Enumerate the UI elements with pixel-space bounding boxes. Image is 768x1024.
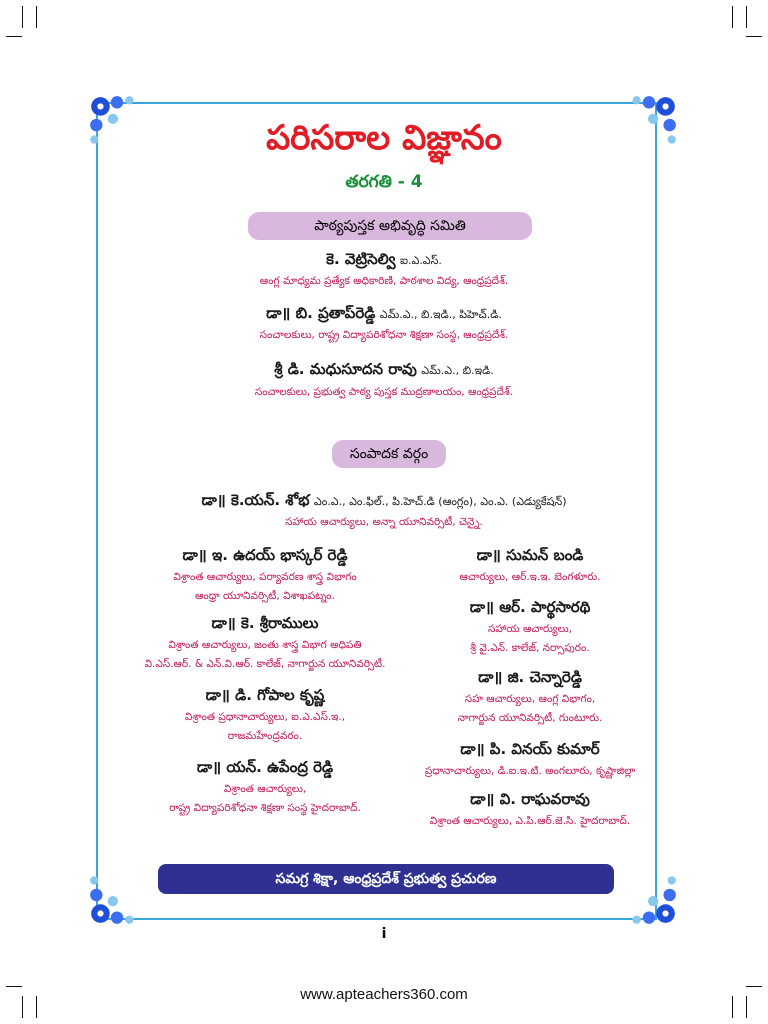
editor-desc: విశ్రాంత ప్రధానాచార్యులు, ఐ.ఎ.ఎస్.ఇ., [184,711,346,723]
editor-desc: రాజమహేంద్రవరం. [227,730,303,742]
book-title: పరిసరాల విజ్ఞానం [266,118,502,158]
committee-member-desc: ఆంగ్ల మాధ్యమ ప్రత్యేక అధికారిణి, పాఠశాల విద్య, ఆంధ్రప్రదేశ్. [259,275,509,287]
chief-editor-name: డా॥ కె.యన్. శోభ ఎం.ఎ., ఎం.ఫిల్., పి.హెచ్.డి (ఆంగ్లం), ఎం.ఎ. (ఎడ్యుకేషన్) [201,491,567,509]
editor-desc: శ్రీ వై.ఎన్. కాలేజ్, నర్సాపురం. [470,642,590,654]
editor-left-3 [120,758,410,818]
website-url: www.apteachers360.com [300,986,468,1003]
editor-left-2 [120,686,410,746]
editor-name: డా॥ జి. చెన్నారెడ్డి [478,668,582,686]
editor-right-3 [400,740,660,781]
editor-left-0 [120,546,410,606]
editor-desc: నాగార్జున యూనివర్సిటీ, గుంటూరు. [457,712,603,724]
editor-right-4 [400,790,660,831]
editor-desc: సహాయ ఆచార్యులు, [488,623,572,635]
editor-name: డా॥ డి. గోపాల కృష్ణ [205,686,325,704]
editor-desc: విశ్రాంత ఆచార్యులు, జంతు శాస్త్ర విభాగ అధిపతి [168,639,362,651]
page-number: i [381,926,387,942]
editor-desc: విశ్రాంత ఆచార్యులు, పర్యావరణ శాస్త్ర విభాగం [173,571,357,583]
editor-name: డా॥ వి. రాఘవరావు [470,790,590,808]
committee-member-desc: సంచాలకులు, రాష్ట్ర విద్యాపరిశోధనా శిక్షణా సంస్థ, ఆంధ్రప్రదేశ్. [259,329,509,341]
editors-heading: సంపాదక వర్గం [332,440,446,468]
editor-right-0 [400,546,660,587]
editor-name: డా॥ సుమన్ బండి [476,546,584,564]
editor-desc: ఆచార్యులు, ఆర్.ఇ.ఇ. బెంగళూరు. [459,571,601,583]
publisher-banner: సమగ్ర శిక్షా, ఆంధ్రప్రదేశ్ ప్రభుత్వ ప్రచురణ [158,864,614,894]
committee-heading: పాఠ్యపుస్తక అభివృద్ధి సమితి [248,212,532,240]
committee-member-name: డా॥ బి. ప్రతాప్‌రెడ్డి ఎమ్.ఎ., బి.ఇడి., పిహెచ్.డి. [266,304,502,322]
editor-name: డా॥ కె. శ్రీరాములు [211,614,319,632]
editor-desc: ప్రధానాచార్యులు, డి.ఐ.ఇ.టి. అంగలూరు, కృష్ణాజిల్లా [424,765,636,777]
editor-name: డా॥ ఇ. ఉదయ్ భాస్కర్ రెడ్డి [182,546,348,564]
editor-desc: విశ్రాంత ఆచార్యులు, ఎ.పి.ఆర్.జె.సి. హైదరాబాద్. [429,815,631,827]
editor-name: డా॥ పి. వినయ్ కుమార్ [460,740,600,758]
committee-member-desc: సంచాలకులు, ప్రభుత్వ పాఠ్య పుస్తక ముద్రణాలయం, ఆంధ్రప్రదేశ్. [254,386,514,398]
committee-member-name: కె. వెట్రిసెల్వి ఐ.ఎ.ఎస్. [326,250,442,268]
flower-ornament-icon [618,866,680,928]
editor-right-1 [400,598,660,658]
editor-desc: వి.ఎస్.ఆర్. & ఎన్.వి.ఆర్. కాలేజ్, నాగార్జున యూనివర్సిటీ. [144,658,386,670]
committee-member-name: శ్రీ డి. మధుసూదన రావు ఎమ్.ఎ., బి.ఇడి. [274,360,494,378]
chief-editor-desc: సహాయ ఆచార్యులు, అన్నా యూనివర్సిటీ, చెన్నై. [285,516,483,528]
editor-desc: ఆంధ్రా యూనివర్సిటీ, విశాఖపట్నం. [195,590,335,602]
class-label: తరగతి - 4 [345,172,423,192]
editor-name: డా॥ ఆర్. పార్థసారథి [469,598,591,616]
editor-left-1 [120,614,410,674]
editor-desc: సహ ఆచార్యులు, ఆంగ్ల విభాగం, [464,693,596,705]
editor-right-2 [400,668,660,728]
editor-desc: విశ్రాంత ఆచార్యులు, [223,783,307,795]
flower-ornament-icon [86,866,148,928]
editor-desc: రాష్ట్ర విద్యాపరిశోధనా శిక్షణా సంస్థ హైదరాబాద్. [169,802,361,814]
editor-name: డా॥ యన్. ఉపేంద్ర రెడ్డి [196,758,334,776]
